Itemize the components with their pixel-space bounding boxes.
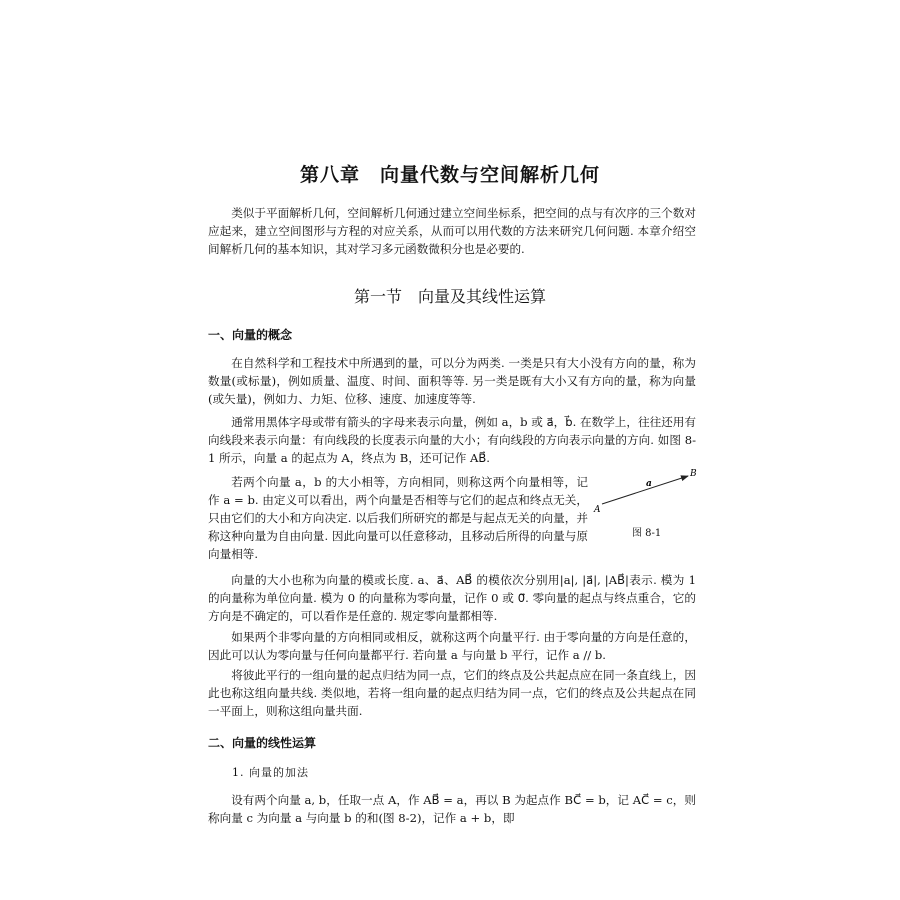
paragraph-collinear: 将彼此平行的一组向量的起点归结为同一点，它们的终点及公共起点应在同一条直线上，因此也称这组向量共线. 类似地，若将一组向量的起点归结为同一点，它们的终点及公共起点在同一平面上，则称这组向量共面. xyxy=(208,668,696,718)
vector-a-label: a xyxy=(646,479,652,489)
paragraph-modulus: 向量的大小也称为向量的模或长度. a、a⃗、AB⃗ 的模依次分别用|a|, |a⃗|, |AB⃗|表示. 模为 1 的向量称为单位向量. 模为 0 的向量称为零向量，记作 0 或 0⃗. 零向量的起点与终点重合，它的方向是不确定的，可以看作是任意的. 规定零向量都相等. xyxy=(208,573,696,623)
point-B-label: B xyxy=(690,469,697,479)
paragraph-quantities: 在自然科学和工程技术中所遇到的量，可以分为两类. 一类是只有大小没有方向的量，称为数量(或标量)，例如质量、温度、时间、面积等等. 另一类是既有大小又有方向的量，称为向量(或矢量)，例如力、力矩、位移、速度、加速度等等. xyxy=(208,356,696,406)
paragraph-notation: 通常用黑体字母或带有箭头的字母来表示向量，例如 a，b 或 a⃗，b⃗. 在数学上，往往还用有向线段来表示向量：有向线段的长度表示向量的大小；有向线段的方向表示向量的方向. 如图 8-1 所示，向量 a 的起点为 A，终点为 B，还可记作 AB⃗. xyxy=(208,415,696,465)
vector-arrow xyxy=(602,476,688,504)
point-A-label: A xyxy=(594,505,601,515)
subsection-heading-concept: 一、向量的概念 xyxy=(208,328,293,342)
figure-caption: 图 8-1 xyxy=(632,528,662,539)
section-title: 第一节 向量及其线性运算 xyxy=(353,287,546,306)
subsubsection-heading-addition: 1. 向量的加法 xyxy=(232,766,309,779)
subsection-heading-linear-ops: 二、向量的线性运算 xyxy=(208,736,317,750)
paragraph-equal-vectors: 若两个向量 a，b 的大小相等，方向相同，则称这两个向量相等，记作 a = b. 由定义可以看出，两个向量是否相等与它们的起点和终点无关，只由它们的大小和方向决定. 以后我们所研究的都是与起点无关的向量，并称这种向量为自由向量. 因此向量可以任意移动，且移动后所得的向量与原向量相等. xyxy=(208,475,588,561)
intro-paragraph: 类似于平面解析几何，空间解析几何通过建立空间坐标系，把空间的点与有次序的三个数对应起来，建立空间图形与方程的对应关系，从而可以用代数的方法来研究几何问题. 本章介绍空间解析几何的基本知识，其对学习多元函数微积分也是必要的. xyxy=(208,206,696,256)
paragraph-parallel: 如果两个非零向量的方向相同或相反，就称这两个向量平行. 由于零向量的方向是任意的，因此可以认为零向量与任何向量都平行. 若向量 a 与向量 b 平行，记作 a // b. xyxy=(208,630,696,662)
paragraph-addition: 设有两个向量 a, b，任取一点 A，作 AB⃗ = a，再以 B 为起点作 BC⃗ = b，记 AC⃗ = c，则称向量 c 为向量 a 与向量 b 的和(图 8-2)，记作 a + b，即 xyxy=(208,793,696,825)
chapter-title: 第八章 向量代数与空间解析几何 xyxy=(299,164,600,186)
